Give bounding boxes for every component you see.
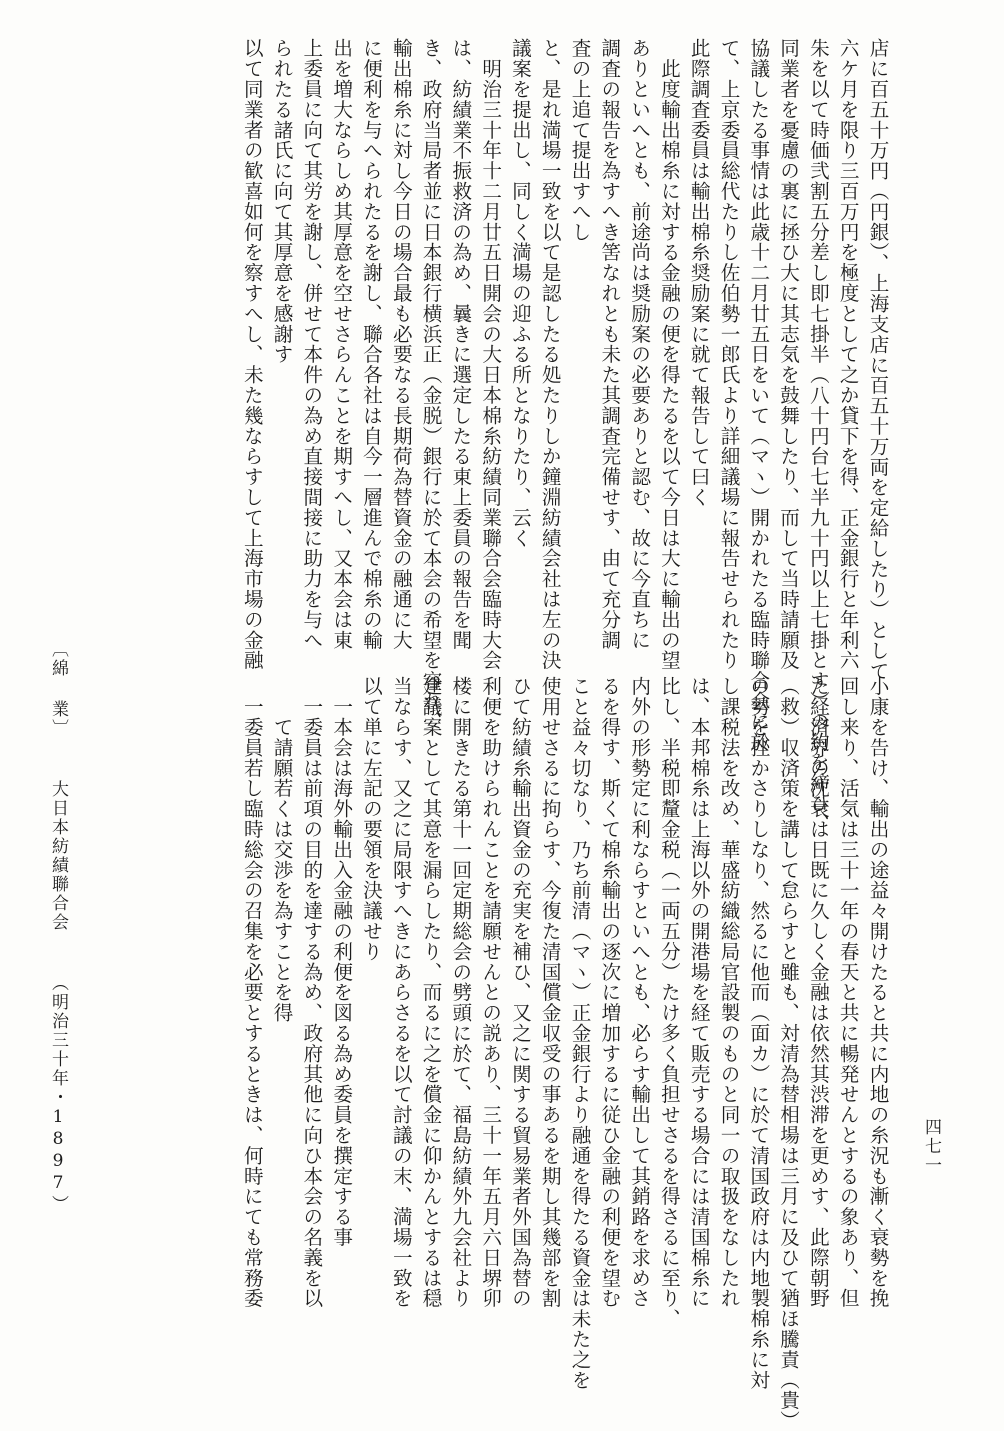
text-line: 出を増大ならしめ其厚意を空せさらんことを期すへし、又本会は東 xyxy=(329,38,353,650)
text-line: 建議案として其意を漏らしたり、而るに之を償金に仰かんとするは穏 xyxy=(419,676,443,1309)
text-line: 内外の形勢定に利ならすといへとも、必らす輸出して其銷路を求めさ xyxy=(627,676,651,1309)
header-organization: 大日本紡績聯合会 xyxy=(48,780,68,932)
text-line: 回し来り、活気は三十一年の春天と共に暢発せんとするの象あり、但 xyxy=(836,676,860,1309)
text-line: 議案を提出し、同しく満場の迎ふる所となりたり、云く xyxy=(508,38,532,548)
text-line: 此際調査委員は輸出棉糸奨励案に就て報告して曰く xyxy=(687,38,711,508)
header-period: （明治三十年・1897） xyxy=(48,974,68,1214)
text-line: 小康を告け、輸出の途益々開けたると共に内地の糸況も漸く衰勢を挽 xyxy=(866,676,889,1309)
text-line: 一本会は海外輸出入金融の利便を図る為め委員を撰定する事 xyxy=(329,676,353,1248)
text-line: 輸出棉糸に対し今日の場合最も必要なる長期荷為替資金の融通に大 xyxy=(389,38,413,650)
text-line: は、本邦棉糸は上海以外の開港場を経て販売する場合には清国棉糸に xyxy=(687,676,711,1309)
text-line: 一委員若し臨時総会の召集を必要とするときは、何時にても常務委 xyxy=(240,676,264,1309)
text-line: （救）収済策を講して怠らすと雖も、対清為替相場は三月に及ひて猶ほ騰責（貴） xyxy=(776,676,800,1431)
text-line: 査の上追て提出すへし xyxy=(568,38,592,242)
text-line: 当ならす、又之に局限すへきにあらさるを以て討議の末、満場一致を xyxy=(389,676,413,1309)
text-line: 以て単に左記の要領を決議せり xyxy=(359,676,383,962)
text-line: こと益々切なり、乃ち前清（マヽ）正金銀行より融通を得たる資金は未た之を xyxy=(568,676,592,1390)
text-line: 朱を以て時価弐割五分差し即七掛半（八十円台七半九十円以上七掛とす）の約を締ひ、 xyxy=(806,38,830,834)
text-line: て請願若くは交渉を為すことを得 xyxy=(270,676,294,1023)
text-line: 調査の報告を為すへき筈なれとも未た其調査完備せす、由て充分調 xyxy=(597,38,621,650)
text-line: 此度輸出棉糸に対する金融の便を得たるを以て今日は大に輸出の望 xyxy=(657,38,681,671)
text-line: 楼に開きたる第十一回定期総会の劈頭に於て、福島紡績外九会社より xyxy=(448,676,472,1309)
text-line: き、政府当局者並に日本銀行横浜正（金脱）銀行に於て本会の希望を容れ、 xyxy=(419,38,443,732)
page-number: 四七一 xyxy=(921,1118,941,1175)
header-section: 〔綿 業〕 xyxy=(48,640,68,738)
text-line: に便利を与へられたるを謝し、聯合各社は自今一層進んで棉糸の輸 xyxy=(359,38,383,650)
text-line: 以て同業者の歓喜如何を察すへし、未た幾ならすして上海市場の金融 xyxy=(240,38,264,671)
text-line: と、是れ満場一致を以て是認したる処たりしか鐘淵紡績会社は左の決 xyxy=(538,38,562,671)
text-line: の勢を挫かさりしなり、然るに他而（面カ）に於て清国政府は内地製棉糸に対 xyxy=(746,676,770,1390)
text-line: ひて紡績糸輸出資金の充実を補ひ、又之に関する貿易業者外国為替の xyxy=(508,676,532,1309)
text-line: た経済界の沈衰は日既に久しく金融は依然其渋滞を更めす、此際朝野 xyxy=(806,676,830,1309)
text-line: て、上京委員総代たりし佐伯勢一郎氏より詳細議場に報告せられたり xyxy=(717,38,741,671)
text-line: ありといへとも、前途尚は奨励案の必要ありと認む、故に今直ちに xyxy=(627,38,651,650)
text-line: 利便を助けられんことを請願せんとの説あり、三十一年五月六日堺卯 xyxy=(478,676,502,1309)
lower-text-block xyxy=(236,676,892,1431)
text-line: 六ケ月を限り三百万円を極度として之か貸下を得、正金銀行と年利六 xyxy=(836,38,860,671)
text-line: 同業者を憂慮の裏に拯ひ大に其志気を鼓舞したり、而して当時請願及 xyxy=(776,38,800,671)
text-line: 明治三十年十二月廿五日開会の大日本棉糸紡績同業聯合会臨時大会 xyxy=(478,38,502,671)
text-line: 上委員に向て其労を謝し、併せて本件の為め直接間接に助力を与へ xyxy=(299,38,323,650)
text-line: 店に百五十万円（円銀）、上海支店に百五十万両を定給したり）として xyxy=(866,38,889,681)
text-line: は、紡績業不振救済の為め、曩きに選定したる東上委員の報告を聞 xyxy=(448,38,472,650)
text-line: 比し、半税即釐金税（一両五分）たけ多く負担せさるを得さるに至り、 xyxy=(657,676,681,1329)
text-line: し課税法を改め、華盛紡織総局官設製のものと同一の取扱をなしたれ xyxy=(717,676,741,1309)
text-line: 協議したる事情は此歳十二月廿五日をいて（マヽ）開かれたる臨時聯合会に於 xyxy=(746,38,770,752)
text-line: 一委員は前項の目的を達する為め、政府其他に向ひ本会の名義を以 xyxy=(299,676,323,1309)
text-line: られたる諸氏に向て其厚意を感謝す xyxy=(270,38,294,365)
text-line: 使用せさるに拘らす、今復た清国償金収受の事あるを期し其幾部を割 xyxy=(538,676,562,1309)
running-header xyxy=(46,640,71,1234)
text-line: るを得す、斯くて棉糸輸出の逐次に増加するに従ひ金融の利便を望む xyxy=(597,676,621,1309)
